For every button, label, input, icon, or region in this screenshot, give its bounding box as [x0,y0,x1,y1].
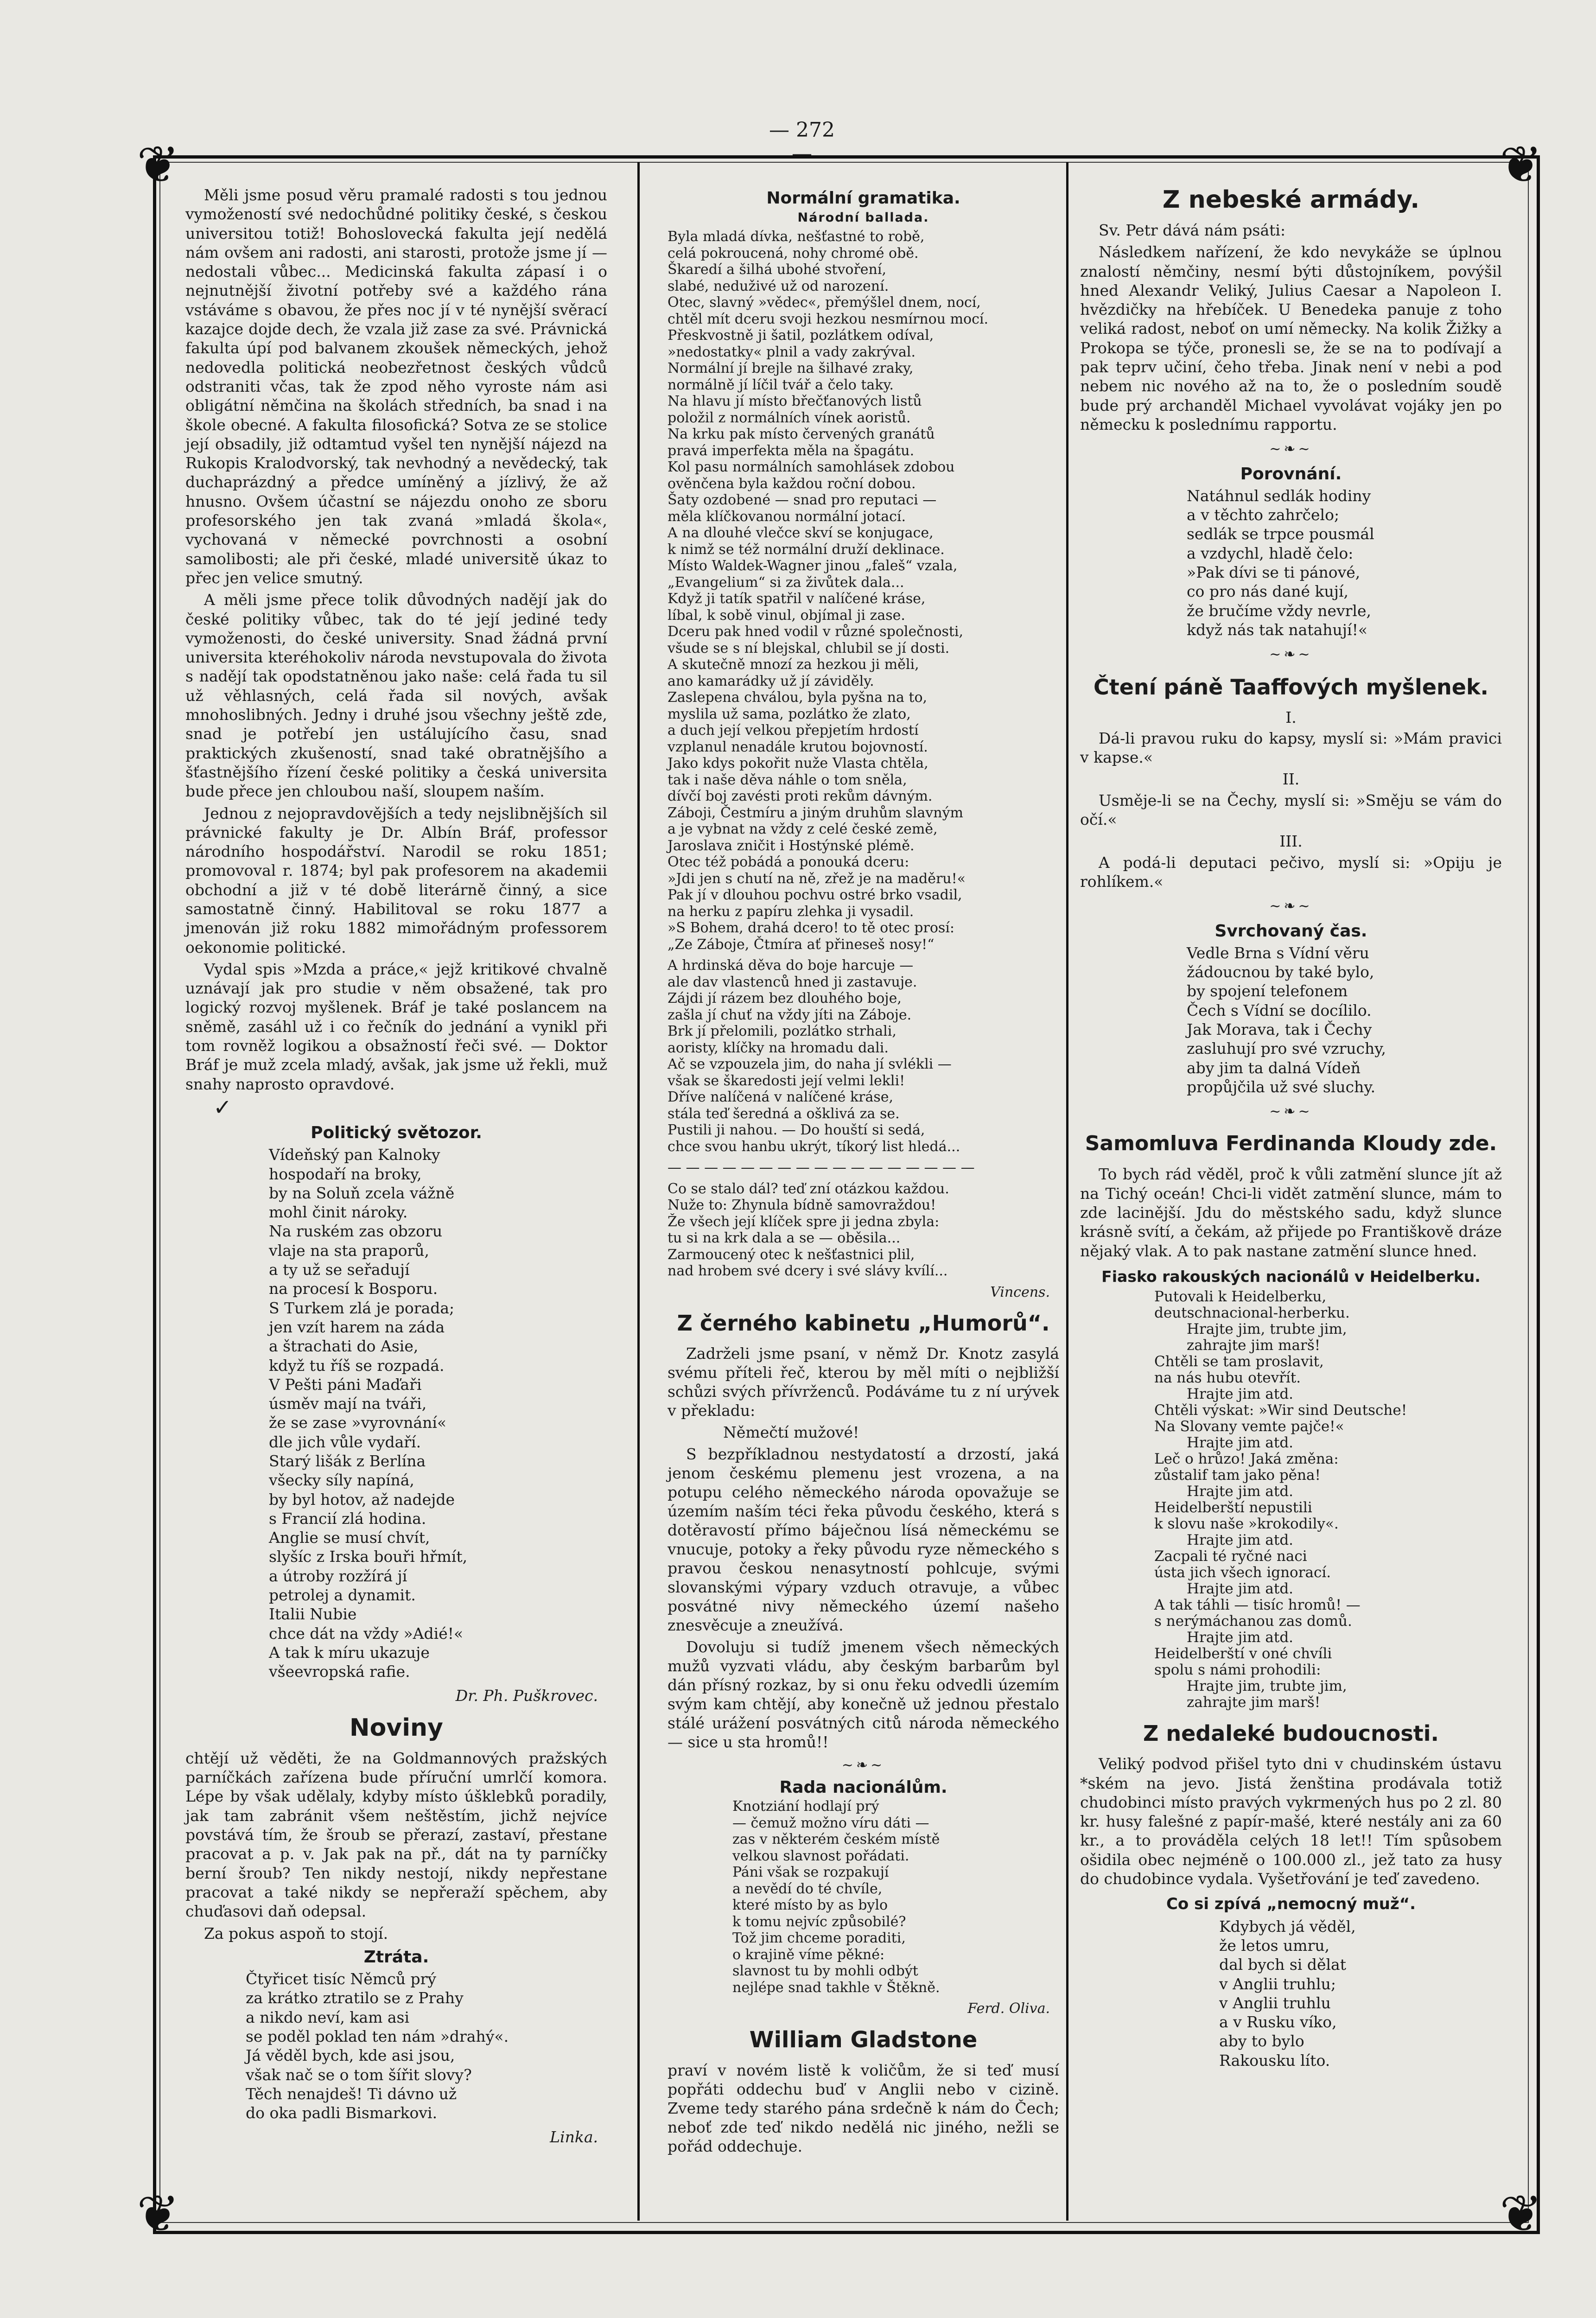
verse-line: Tož jim chceme poraditi, [732,1930,906,1946]
poem-rada [668,1798,1059,1996]
verse-line: A skutečně mnozí za hezkou ji měli, [668,656,919,673]
verse-line: V Pešti páni Maďaři [269,1375,422,1394]
verse-line: Zacpali té ryčné naci [1154,1548,1307,1565]
verse-line: a vzdychl, hladě čelo: [1187,544,1354,562]
article-paragraph: To bych rád věděl, proč k vůli zatmění slunce jít až na Tichý oceán! Chci-li vidět zatmění slunce, mám to zde lacinější. Jdu do městského sadu, když slunce krásně svítí, a čekám, až přijede po Františkově dráze nějaký vlak. A to pak nastane zatmění slunce hned. [1080,1165,1502,1260]
verse-line: Hrajte jim atd. [1187,1580,1294,1598]
verse-line: Když ji tatík spatřil v nalíčené kráse, [668,591,926,607]
verse-line: ale dav vlastenců hned ji zastavuje. [668,974,917,990]
verse-line: »Pak dívi se ti pánové, [1187,563,1361,582]
column-middle [668,185,1059,2159]
article-paragraph: Následkem nařízení, že kdo nevykáže se úplnou znalostí němčiny, nesmí býti důstojníkem, povýšil hned Alexandr Veliký, Julius Caesar a Napoleon I. hvězdičky na hřebíček. U Benedeka panuje z toho veliká radost, neboť on umí německy. Na kolik Žižky a Prokopa se týče, pronesli se, že se na to podívají a pak teprv učiní, čeho třeba. Jinak není v nebi a pod nebem nic nového až na to, že o posledním soudě bude prý archanděl Michael vyvolávat vojáky jen po německu k poslednímu rapportu. [1080,243,1502,433]
column-left [185,185,607,2151]
verse-line: Čech s Vídní se docílilo. [1187,1001,1372,1019]
verse-line: Jak Morava, tak i Čechy [1187,1020,1372,1038]
verse-line: petrolej a dynamit. [269,1586,416,1605]
verse-line: »S Bohem, drahá dcero! to tě otec prosí: [668,920,954,936]
section-title: Ztráta. [363,1947,429,1967]
verse-line: na procesí k Bosporu. [269,1280,438,1298]
verse-line: Heidelberští nepustili [1154,1499,1312,1516]
verse-line: Pak jí v dlouhou pochvu ostré brko vsadil, [668,887,962,903]
corner-ornament-icon: ❦ [137,135,180,194]
article-paragraph: Zadrželi jsme psaní, v němž Dr. Knotz zasylá svému příteli řeč, kterou by měl míti o nejbližší schůzi svých přívrženců. Podáváme tu z ní urývek v překladu: [668,1344,1059,1420]
verse-line: slabé, neduživé už od narození. [668,278,889,294]
poem-nemocny [1080,1917,1502,2070]
verse-line: však nač se o tom šířit slovy? [246,2065,472,2084]
verse-line: Že všech její klíček spre ji jedna zbyla: [668,1213,940,1230]
decorative-separator-icon: ~❧~ [841,1757,885,1773]
verse-line: Byla mladá dívka, nešťastné to robě, [668,229,925,245]
verse-line: „Ze Záboje, Čtmíra ať přineseš nosy!“ [668,936,935,953]
poem-gramatika [668,229,1059,953]
author-signature: Dr. Ph. Puškrovec. [455,1686,598,1705]
verse-line: Chtěli výskat: »Wir sind Deutsche! [1154,1402,1407,1419]
verse-line: ověnčena byla každou roční dobou. [668,475,916,492]
section-title: Politický světozor. [311,1123,482,1142]
verse-line: Na Slovany vemte pajče!« [1154,1418,1344,1435]
verse-line: když nás tak natahují!« [1187,620,1368,639]
verse-line: dle jich vůle vydaří. [269,1433,421,1451]
article-paragraph: Veliký podvod přišel tyto dni v chudinském ústavu *ském na jevo. Jistá ženština prodávala totiž chudobinci místo pravých vykrmených hus po 2 zl. 80 kr. husy falešné z papír-mašé, které nestály ani za 60 kr., a to prováděla celých 18 let!! Tím spůsobem ošidila obec nejméně o 100.000 zl., jež tato za husy do chudobince vydala. Vyšetřování je teď zavedeno. [1080,1755,1502,1888]
verse-line: a štrachati do Asie, [269,1337,419,1356]
column-right [1080,185,1502,2075]
verse-line: Jako kdys pokořit nuže Vlasta chtěla, [668,755,928,771]
verse-line: že letos umru, [1219,1936,1330,1955]
section-title: Fiasko rakouských nacionálů v Heidelberku. [1101,1267,1481,1286]
verse-line: Brk jí přelomili, pozlátko strhali, [668,1023,897,1039]
verse-line: když tu říš se rozpadá. [269,1356,445,1375]
verse-line: a útroby rozžírá jí [269,1567,407,1585]
verse-line: Čtyřicet tisíc Němců prý [246,1970,436,1988]
verse-line: Ač se vzpouzela jim, do naha jí svlékli — [668,1056,952,1072]
verse-line: aoristy, klíčky na hromadu dali. [668,1039,889,1056]
verse-line: A tak táhli — tisíc hromů! — [1154,1597,1361,1614]
verse-line: Zarmoucený otec k nešťastnici plil, [668,1246,915,1263]
verse-line: velkou slavnost pořádati. [732,1847,909,1864]
verse-line: Co se stalo dál? teď zní otázkou každou. [668,1180,949,1197]
verse-line: Vedle Brna s Vídní věru [1187,943,1369,962]
verse-line: Přeskvostně ji šatil, pozlátkem odíval, [668,327,934,344]
verse-line: a nikdo neví, kam asi [246,2008,410,2026]
poem-politicky [185,1145,607,1681]
verse-line: by byl hotov, až nadejde [269,1490,455,1509]
verse-line: Knotziání hodlají prý [732,1798,879,1815]
verse-line: všude se s ní blejskal, chlubil se jí dosti. [668,640,950,656]
section-title: Co si zpívá „nemocný muž“. [1166,1895,1416,1914]
verse-line: že se zase »vyrovnání« [269,1414,447,1432]
section-title: Z nebeské armády. [1162,186,1420,214]
verse-line: k tomu nejvíc způsobilé? [732,1913,906,1930]
verse-line: Starý lišák z Berlína [269,1452,426,1470]
verse-line: Kdybych já věděl, [1219,1917,1356,1936]
verse-line: a duch její velkou přepjetím hrdostí [668,722,919,739]
verse-line: Hrajte jim atd. [1187,1629,1294,1646]
verse-line: A hrdinská děva do boje harcuje — [668,957,914,974]
verse-line: s Francií zlá hodina. [269,1509,426,1528]
article-paragraph: Jednou z nejopravdovějších a tedy nejslibnějších sil právnické fakulty je Dr. Albín Bráf, professor národního hospodářství. Narodil se roku 1851; promovoval r. 1874; byl pak profesorem na akademii obchodní a již v té době literárně činný, a sice samostatně činný. Habilitoval se roku 1877 a jmenován již roku 1882 mimořádným professorem oekonomie politické. [185,804,607,956]
verse-line: Dříve nalíčená v nalíčené kráse, [668,1089,894,1105]
verse-line: položil z normálních vínek aoristů. [668,409,911,426]
verse-line: slyšíc z Irska bouři hřmít, [269,1547,468,1566]
verse-line: vzplanul nenadále krutou bojovností. [668,739,928,755]
university-article [185,185,607,1094]
verse-line: Zaslepena chválou, byla pyšna na to, [668,689,928,706]
verse-line: na herku z papíru zlehka ji vysadil. [668,903,914,920]
verse-line: dívčí boj zavésti proti rekům dávným. [668,788,933,804]
verse-line: nejlépe snad takhle v Štěkně. [732,1979,940,1996]
verse-line: zahrajte jim marš! [1187,1694,1321,1711]
verse-line: Anglie se musí chvít, [269,1528,430,1547]
verse-line: Nuže to: Zhynula bídně samovraždou! [668,1197,936,1213]
verse-line: měla klíčkovanou normální jotací. [668,508,906,525]
verse-line: pravá imperfekta měla na špagátu. [668,442,915,459]
verse-line: sedlák se trpce pousmál [1187,525,1374,543]
verse-line: a nevědí do té chvíle, [732,1880,883,1897]
verse-line: Pustili ji nahou. — Do houští si sedá, [668,1122,925,1138]
author-signature: Ferd. Oliva. [967,2000,1050,2017]
verse-line: na nás hubu otevřít. [1154,1369,1301,1387]
verse-line: Hrajte jim atd. [1187,1483,1294,1500]
item-number: II. [1282,770,1300,789]
verse-line: Kol pasu normálních samohlásek zdobou [668,459,955,475]
verse-line: by na Soluň zcela vážně [269,1184,455,1202]
verse-line: myslila už sama, pozlátko že zlato, [668,706,911,722]
verse-line: tu si na krk dala a se — oběsila... [668,1230,901,1246]
verse-line: aby jim ta dalná Vídeň [1187,1058,1361,1077]
verse-line: »nedostatky« plnil a vady zakrýval. [668,344,916,360]
verse-line: chce dát na vždy »Adié!« [269,1624,464,1643]
verse-line: mohl činit nároky. [269,1203,408,1222]
verse-line: Natáhnul sedlák hodiny [1187,486,1371,505]
poem-fiasko [1080,1289,1502,1711]
verse-line: chce svou hanbu ukrýt, tíkorý list hledá... [668,1138,960,1155]
verse-line: chtěl mít dceru svoji hezkou nesmírnou mocí. [668,311,989,327]
verse-line: zas v některém českém místě [732,1831,940,1847]
poem-gramatika-part2 [668,957,1059,1155]
section-title: Z černého kabinetu „Humorů“. [677,1311,1050,1336]
poem-porovnani [1080,486,1502,639]
decorative-separator-icon: ~❧~ [1269,646,1313,663]
verse-line: Italii Nubie [269,1605,357,1624]
verse-line: Na hlavu jí místo břečťanových listů [668,393,922,409]
verse-line: Otec, slavný »vědec«, přemýšlel dnem, nocí, [668,294,981,311]
item-number: I. [1285,708,1297,726]
verse-line: co pro nás dané kují, [1187,582,1349,601]
verse-line: Vídeňský pan Kalnoky [269,1146,440,1164]
verse-line: jen vzít harem na záda [269,1318,445,1336]
poem-svrchovany [1080,943,1502,1096]
verse-line: Leč o hrůzo! Jaká změna: [1154,1451,1339,1468]
verse-line: které místo by as bylo [732,1897,888,1913]
verse-line: všecky síly napíná, [269,1471,414,1490]
item-number: III. [1279,832,1303,851]
verse-line: stála teď šeredná a ošklivá za se. [668,1105,900,1122]
verse-line: Heidelberští v oné chvíli [1154,1645,1332,1662]
cerny-kabinet-article [668,1344,1059,1751]
verse-line: Místo Waldek-Wagner jinou „faleš“ vzala, [668,558,958,574]
column-divider [637,162,640,2221]
verse-line: — čemuž možno víru dáti — [732,1815,929,1831]
verse-line: Otec též pobádá a ponouká dceru: [668,854,909,870]
page-number: — 272 — [769,118,835,166]
verse-line: v Anglii truhlu; [1219,1974,1336,1993]
verse-line: Páni však se rozpakují [732,1864,889,1880]
verse-line: se poděl poklad ten nám »drahý«. [246,2027,509,2046]
verse-line: s nerýmáchanou zas domů. [1154,1613,1352,1630]
section-subtitle: Národní ballada. [797,210,929,225]
verse-line: Já věděl bych, kde asi jsou, [246,2046,455,2065]
verse-line: zasluhují pro své vzruchy, [1187,1039,1386,1058]
section-title: William Gladstone [749,2026,978,2053]
section-title: Z nedaleké budoucnosti. [1143,1721,1439,1746]
poem-gramatika-part3 [668,1181,1059,1280]
verse-line: Hrajte jim, trubte jim, [1187,1678,1347,1695]
section-title: Noviny [350,1713,443,1742]
verse-line: dal bych si dělat [1219,1955,1346,1974]
verse-line: slavnost tu by mohli odbýt [732,1963,918,1979]
article-paragraph: Vydal spis »Mzda a práce,« jejž kritikové chvalně uznávají jak pro studie v něm obsažené, tak pro logický rozvoj myšlenek. Bráf je také poslancem na sněmě, zasáhl už i co řečník do jednání a vynikl při tom rovněž logikou a obsažností řeči své. — Doktor Bráf je muž zcela mladý, avšak, jak jsme už řekli, muž snahy naprosto opravdové. [185,960,607,1093]
verse-line: Putovali k Heidelberku, [1154,1288,1327,1305]
verse-line: a ty už se seřadují [269,1261,410,1279]
article-paragraph: Dovoluju si tudíž jmenem všech německých mužů vyzvati vládu, aby českým barbarům byl dán přísný rozkaz, by si onu řeku odvedli územím svým kam chtějí, aby konečně už jednou přestalo stálé urážení posvátných citů národa německého — sice u sta hromů!! [668,1638,1059,1751]
verse-line: o krajině víme pěkné: [732,1946,885,1963]
list-item: A podá-li deputaci pečivo, myslí si: »Opiju je rohlíkem.« [1080,853,1502,891]
verse-line: všeevropská rafie. [269,1662,410,1681]
verse-line: nad hrobem své dcery i své slávy kvílí... [668,1263,948,1279]
section-title: Čtení páně Taaffových myšlenek. [1093,674,1489,700]
verse-line: Na ruském zas obzoru [269,1222,443,1241]
section-title: Normální gramatika. [766,189,960,208]
verse-line: »Jdi jen s chutí na ně, zřež je na maděru!« [668,870,966,887]
verse-line: celá pokroucená, nohy chromé obě. [668,245,919,261]
article-paragraph: S bezpříkladnou nestydatostí a drzostí, jaká jenom českému plemenu jest vrozena, a na potupu celého německého národa opovažuje se územím naším téci řeka původu českého, která s dotěravostí přímo báječnou lísá německému se vnucuje, potoky a řeky původu ryze německého s pravou českou nenasytností pohlcuje, svými slovanskými výpary vzduch otravuje, a vůbec posvátné nivy německého území našeho znesvěcuje a zneužívá. [668,1445,1059,1634]
check-mark-icon: ✓ [213,1094,232,1121]
verse-line: by spojení telefonem [1187,982,1348,1000]
section-title: Rada nacionálům. [779,1777,947,1797]
verse-line: Hrajte jim atd. [1187,1532,1294,1549]
verse-line: normálně jí líčil tvář a čelo taky. [668,376,894,393]
author-signature: Linka. [550,2127,598,2146]
article-paragraph: A měli jsme přece tolik důvodných nadějí jak do české politiky vůbec, tak do té její jediné tedy vymoženosti, do české university. Snad žádná první universita kteréhokoliv národa nevstupovala do života s nadějí tak opodstatněnou jako naše: celá řada tu sil už věhlasných, celá řada sil nových, avšak mnohoslibných. Jedny i druhé jsou všechny ještě zde, snad je potřebí jen ustálujícího času, snad praktických zkušeností, snad také obratnějšího a šťastnějšího řízení české politiky a česká universita bude přece jen chloubou naší, sloupem naším. [185,591,607,801]
article-paragraph: praví v novém listě k voličům, že si teď musí popřáti oddechu buď v Anglii nebo v cizině. Zveme tedy starého pána srdečně k nám do Čech; neboť zde teď nikdo nedělá nic jiného, nežli se pořád oddechuje. [668,2061,1059,2155]
verse-line: žádoucnou by také bylo, [1187,963,1374,981]
verse-line: Škaredí a šilhá ubohé stvoření, [668,261,887,278]
verse-line: úsměv mají na tváři, [269,1395,427,1413]
verse-line: Dceru pak hned vodil v různé společnosti, [668,624,964,640]
taaffe-list [1080,708,1502,892]
verse-line: Normální jí brejle na šilhavé zraky, [668,360,914,376]
verse-line: za krátko ztratilo se z Prahy [246,1989,464,2007]
decorative-separator-icon: ~❧~ [1269,898,1313,915]
verse-line: S Turkem zlá je porada; [269,1299,455,1317]
verse-line: Šaty ozdobené — snad pro reputaci — [668,492,937,508]
corner-ornament-icon: ❦ [1500,135,1543,194]
verse-line: do oka padli Bismarkovi. [246,2104,438,2122]
verse-line: „Evangelium“ si za živůtek dala... [668,574,904,591]
verse-line: v Anglii truhlu [1219,1993,1331,2012]
article-paragraph: Za pokus aspoň to stojí. [204,1924,388,1942]
verse-line: Zájdi jí rázem bez dlouhého boje, [668,990,902,1006]
verse-line: ano kamarádky už jí záviděly. [668,673,874,689]
verse-line: vlaje na sta praporů, [269,1241,429,1260]
verse-line: zahrajte jim marš! [1187,1337,1321,1354]
section-title: Samomluva Ferdinanda Kloudy zde. [1085,1132,1497,1156]
dash-separator: — — — — — — — — — — — — — — — — — [668,1159,975,1176]
verse-line: Jaroslava zničit i Hostýnské plémě. [668,837,915,854]
verse-line: ústa jich všech ignorací. [1154,1564,1331,1581]
column-divider [1066,162,1068,2221]
list-item: Dá-li pravou ruku do kapsy, myslí si: »Mám pravici v kapse.« [1080,729,1502,767]
verse-line: Na krku pak místo červených granátů [668,426,935,442]
verse-line: že bručíme vždy nevrle, [1187,601,1371,620]
section-title: Svrchovaný čas. [1214,921,1367,941]
verse-line: hospodaří na broky, [269,1165,422,1183]
verse-line: k slovu naše »krokodily«. [1154,1516,1339,1533]
verse-line: spolu s námi prohodili: [1154,1662,1321,1679]
verse-line: k nimž se též normální druží deklinace. [668,541,945,558]
verse-line: tak i naše děva náhle o tom sněla, [668,771,907,788]
verse-line: Záboji, Čestmíru a jiným druhům slavným [668,804,963,821]
decorative-separator-icon: ~❧~ [1269,1103,1313,1120]
verse-line: aby to bylo [1219,2032,1304,2051]
verse-line: Rakousku líto. [1219,2051,1330,2070]
verse-line: líbal, k sobě vinul, objímal ji zase. [668,607,905,624]
verse-line: a je vybnat na vždy z celé české země, [668,821,938,837]
article-paragraph: Měli jsme posud věru pramalé radosti s tou jednou vymožeností své nedochůdné politiky české, s českou universitou totiž! Bohoslovecká fakulta její nedělá nám ovšem ani radosti, ani starosti, protože jsme jí — nedostali vůbec... Medicinská fakulta zápasí i o nejnutnější životní potřeby své a každého rána vstáváme s obavou, že přes noc jí v té nynější svěrací kazajce dojde dech, že vzala již zase za své. Právnická fakulta úpí pod balvanem zkoušek německých, jehož nedovedla politická neobezřetnost českých vůdců odstraniti včas, tak že zpod něho vyroste nám asi obligátní němčina na školách středních, ba snad i na škole obecné. A fakulta filosofická? Sotva ze se stolice její obsadily, již odtamtud vyšel ten nynější nájezd na Rukopis Kralodvorský, tak nevhodný a nevědecký, tak duchaprázdný a předce umíněný a jízlivý, že až hnusno. Ovšem účastní se nájezdu onoho ze sboru profesorského jen tak zvaná »mladá škola«, vychovaná v německé povrchnosti a osobní samolibosti; ale při české, mladé universitě úkaz to přec jen velice smutný. [185,186,607,587]
list-item: Usměje-li se na Čechy, myslí si: »Směju se vám do očí.« [1080,791,1502,829]
corner-ornament-icon: ❦ [1500,2184,1543,2243]
verse-line: deutschnacional-herberku. [1154,1305,1350,1322]
verse-line: a v těchto zahrčelo; [1187,506,1340,524]
verse-line: Chtěli se tam proslavit, [1154,1353,1324,1370]
verse-line: Hrajte jim, trubte jim, [1187,1321,1347,1338]
verse-line: Hrajte jim atd. [1187,1434,1294,1452]
article-quote: Němečtí mužové! [723,1423,859,1441]
article-paragraph: Sv. Petr dává nám psáti: [1099,221,1286,239]
verse-line: A na dlouhé vlečce skví se konjugace, [668,525,934,541]
poem-ztrata [185,1969,607,2122]
verse-line: Hrajte jim atd. [1187,1386,1294,1403]
verse-line: A tak k míru ukazuje [269,1643,430,1662]
verse-line: propůjčila už své sluchy. [1187,1077,1376,1096]
corner-ornament-icon: ❦ [137,2184,180,2243]
verse-line: zašla jí chuť na vždy jíti na Záboje. [668,1006,912,1023]
article-paragraph: chtějí už věděti, že na Goldmannových pražských parníčkách zařízena bude příruční umrlčí komora. Lépe by však udělaly, kdyby místo úšklebků poradily, jak tam zabránit všem neštěstím, jichž nejvíce povstává tím, že šroub se přerazí, zastaví, přestane pracovat a p. v. Jak pak na př., dát na ty parníčky berní šroub? Ten nikdy nestojí, nikdy nepřestane pracovat a také nikdy se nepřeraží spěchem, aby chuďasovi daň odepsal. [185,1749,607,1921]
verse-line: zůstalif tam jako pěna! [1154,1467,1321,1484]
verse-line: a v Rusku víko, [1219,2013,1337,2031]
decorative-separator-icon: ~❧~ [1269,441,1313,458]
author-signature: Vincens. [990,1284,1050,1300]
verse-line: však se škaredosti její velmi lekli! [668,1072,905,1089]
section-title: Porovnání. [1240,464,1342,484]
verse-line: Těch nenajdeš! Ti dávno už [246,2084,457,2103]
